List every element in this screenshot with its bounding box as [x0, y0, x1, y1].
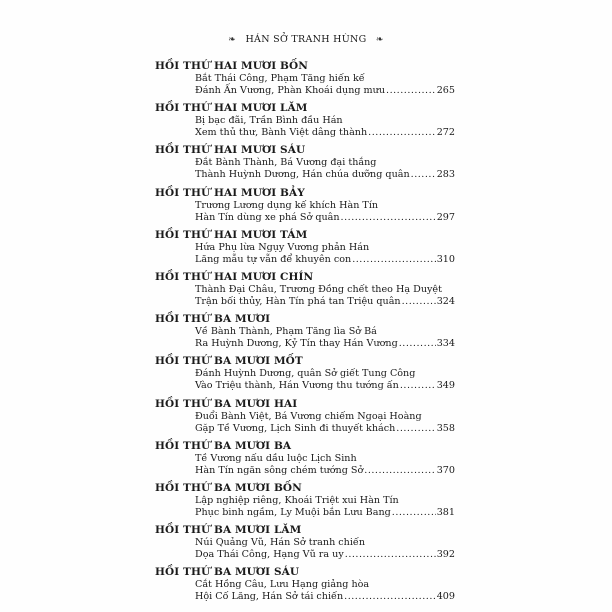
chapter-entry — [195, 495, 455, 519]
chapter-title: HỒI THỨ HAI MƯƠI BỐN — [155, 60, 308, 72]
toc-chapter — [155, 524, 455, 561]
toc-chapter — [155, 60, 455, 97]
page-number: 265 — [436, 85, 455, 96]
chapter-entry — [195, 453, 455, 477]
toc-chapter — [155, 271, 455, 308]
page-number: 392 — [436, 549, 455, 561]
chapter-entry — [195, 368, 455, 392]
chapter-title: HỒI THỨ BA MƯƠI HAI — [155, 397, 298, 410]
toc-chapter — [155, 482, 455, 519]
dot-leader — [345, 549, 436, 561]
chapter-subtitle-line2-row — [195, 296, 455, 308]
chapter-title: HỒI THỨ BA MƯƠI MỐT — [155, 355, 303, 368]
chapter-title: HỒI THỨ BA MƯƠI — [155, 313, 271, 326]
chapter-subtitle-line2: Hội Cố Lăng, Hán Sở tái chiến — [195, 591, 344, 603]
chapter-subtitle-line2-row — [195, 127, 455, 139]
toc-chapter — [155, 566, 455, 603]
chapter-entry — [195, 537, 455, 561]
chapter-subtitle-line2-row — [195, 254, 455, 266]
chapter-entry — [195, 73, 455, 97]
toc-chapter — [155, 144, 455, 181]
page-number: 283 — [436, 169, 455, 181]
page-number: 297 — [436, 211, 455, 223]
chapter-subtitle-line1: Đánh Huỳnh Dương, quân Sở giết Tung Công — [195, 368, 416, 380]
dot-leader — [386, 85, 436, 97]
chapter-subtitle-line2-row — [195, 169, 455, 181]
toc-chapter — [155, 187, 455, 224]
chapter-entry — [195, 579, 455, 603]
dot-leader — [341, 212, 436, 224]
book-title: HÁN SỞ TRANH HÙNG — [245, 34, 367, 45]
chapter-subtitle-line1: Cắt Hồng Câu, Lưu Hạng giảng hòa — [195, 579, 370, 591]
chapter-subtitle-line2-row — [195, 591, 455, 603]
chapter-title: HỒI THỨ HAI MƯƠI CHÍN — [155, 270, 314, 283]
dot-leader — [364, 465, 435, 477]
dot-leader — [402, 296, 436, 308]
chapter-entry — [195, 200, 455, 224]
toc-chapter — [155, 398, 455, 435]
page-number: 358 — [436, 422, 455, 434]
chapter-entry — [195, 284, 455, 308]
running-header — [0, 34, 612, 45]
chapter-subtitle-line2: Hàn Tín dùng xe phá Sở quân — [195, 211, 340, 223]
ornament-left-icon: ❧ — [228, 35, 237, 45]
dot-leader — [400, 380, 436, 392]
chapter-title: HỒI THỨ HAI MƯƠI TÁM — [155, 228, 308, 241]
chapter-subtitle-line1: Núi Quảng Vũ, Hán Sở tranh chiến — [195, 537, 366, 549]
chapter-subtitle-line1: Đuổi Bành Việt, Bá Vương chiếm Ngoại Hoàng — [195, 410, 422, 422]
chapter-subtitle-line1: Bị bạc đãi, Trần Bình đầu Hán — [195, 115, 343, 127]
chapter-subtitle-line2: Ra Huỳnh Dương, Kỷ Tín thay Hán Vương — [195, 338, 398, 350]
chapter-subtitle-line1: Đắt Bành Thành, Bá Vương đại thắng — [195, 157, 377, 169]
page-number: 324 — [436, 295, 455, 307]
chapter-subtitle-line1: Hứa Phụ lừa Ngụy Vương phản Hán — [195, 241, 370, 253]
chapter-subtitle-line2-row — [195, 507, 455, 519]
toc-chapter — [155, 313, 455, 350]
chapter-title: HỒI THỨ BA MƯƠI LĂM — [155, 524, 302, 537]
chapter-subtitle-line2: Đánh Ấn Vương, Phàn Khoái dụng mưu — [195, 85, 386, 96]
chapter-title: HỒI THỨ BA MƯƠI SÁU — [155, 566, 300, 579]
dot-leader — [344, 591, 436, 603]
ornament-right-icon: ❧ — [375, 35, 384, 45]
chapter-subtitle-line2: Dọa Thái Công, Hạng Vũ ra uy — [195, 549, 344, 561]
chapter-subtitle-line2: Phục binh ngầm, Ly Muội bắn Lưu Bang — [195, 506, 391, 518]
chapter-subtitle-line2: Hàn Tín ngăn sông chém tướng Sở — [195, 464, 364, 476]
chapter-entry — [195, 242, 455, 266]
toc-chapter — [155, 229, 455, 266]
table-of-contents — [155, 60, 455, 608]
chapter-subtitle-line1: Trương Lương dụng kế khích Hàn Tín — [195, 199, 379, 211]
dot-leader — [368, 127, 436, 139]
chapter-subtitle-line2-row — [195, 380, 455, 392]
dot-leader — [392, 507, 436, 519]
chapter-subtitle-line2: Gặp Tề Vương, Lịch Sinh đi thuyết khách — [195, 422, 396, 434]
toc-chapter — [155, 440, 455, 477]
dot-leader — [399, 338, 436, 350]
chapter-subtitle-line2: Vào Triệu thành, Hán Vương thu tướng ấn — [195, 380, 399, 392]
chapter-subtitle-line1: Thành Đại Châu, Trương Đồng chết theo Hạ Duyệt — [195, 283, 442, 295]
chapter-subtitle-line2-row — [195, 423, 455, 435]
toc-chapter — [155, 102, 455, 139]
chapter-entry — [195, 157, 455, 181]
page-number: 334 — [436, 338, 455, 350]
dot-leader — [396, 423, 435, 435]
chapter-subtitle-line2-row — [195, 338, 455, 350]
page-number: 349 — [436, 380, 455, 392]
chapter-subtitle-line1: Tề Vương nấu dầu luộc Lịch Sinh — [195, 452, 357, 464]
page-number: 272 — [436, 127, 455, 139]
toc-chapter — [155, 355, 455, 392]
chapter-subtitle-line2: Xem thủ thư, Bành Việt dâng thành — [195, 127, 368, 139]
chapter-subtitle-line2: Trận bối thủy, Hàn Tín phá tan Triệu quân — [195, 295, 401, 307]
page-number: 409 — [436, 591, 455, 603]
dot-leader — [411, 169, 436, 181]
chapter-entry — [195, 326, 455, 350]
chapter-title: HỒI THỨ HAI MƯƠI SÁU — [155, 144, 306, 157]
chapter-subtitle-line1: Bắt Thái Công, Phạm Tăng hiến kế — [195, 73, 365, 84]
chapter-subtitle-line1: Về Bành Thành, Phạm Tăng lìa Sở Bá — [195, 326, 377, 338]
chapter-entry — [195, 411, 455, 435]
chapter-subtitle-line2-row — [195, 549, 455, 561]
chapter-subtitle-line2-row — [195, 85, 455, 97]
dot-leader — [352, 254, 435, 266]
chapter-subtitle-line2-row — [195, 212, 455, 224]
chapter-subtitle-line2: Thành Huỳnh Dương, Hán chúa dưỡng quân — [195, 169, 410, 181]
chapter-subtitle-line2-row — [195, 465, 455, 477]
chapter-subtitle-line2: Lăng mẫu tự vẫn để khuyên con — [195, 253, 352, 265]
page-number: 381 — [436, 506, 455, 518]
chapter-title: HỒI THỨ HAI MƯƠI BẢY — [155, 186, 305, 199]
chapter-entry — [195, 115, 455, 139]
chapter-subtitle-line1: Lập nghiệp riêng, Khoái Triệt xui Hàn Tín — [195, 494, 399, 506]
page-number: 310 — [436, 253, 455, 265]
chapter-title: HỒI THỨ BA MƯƠI BA — [155, 439, 292, 452]
chapter-title: HỒI THỨ HAI MƯƠI LĂM — [155, 102, 308, 115]
chapter-title: HỒI THỨ BA MƯƠI BỐN — [155, 481, 302, 494]
page-number: 370 — [436, 464, 455, 476]
